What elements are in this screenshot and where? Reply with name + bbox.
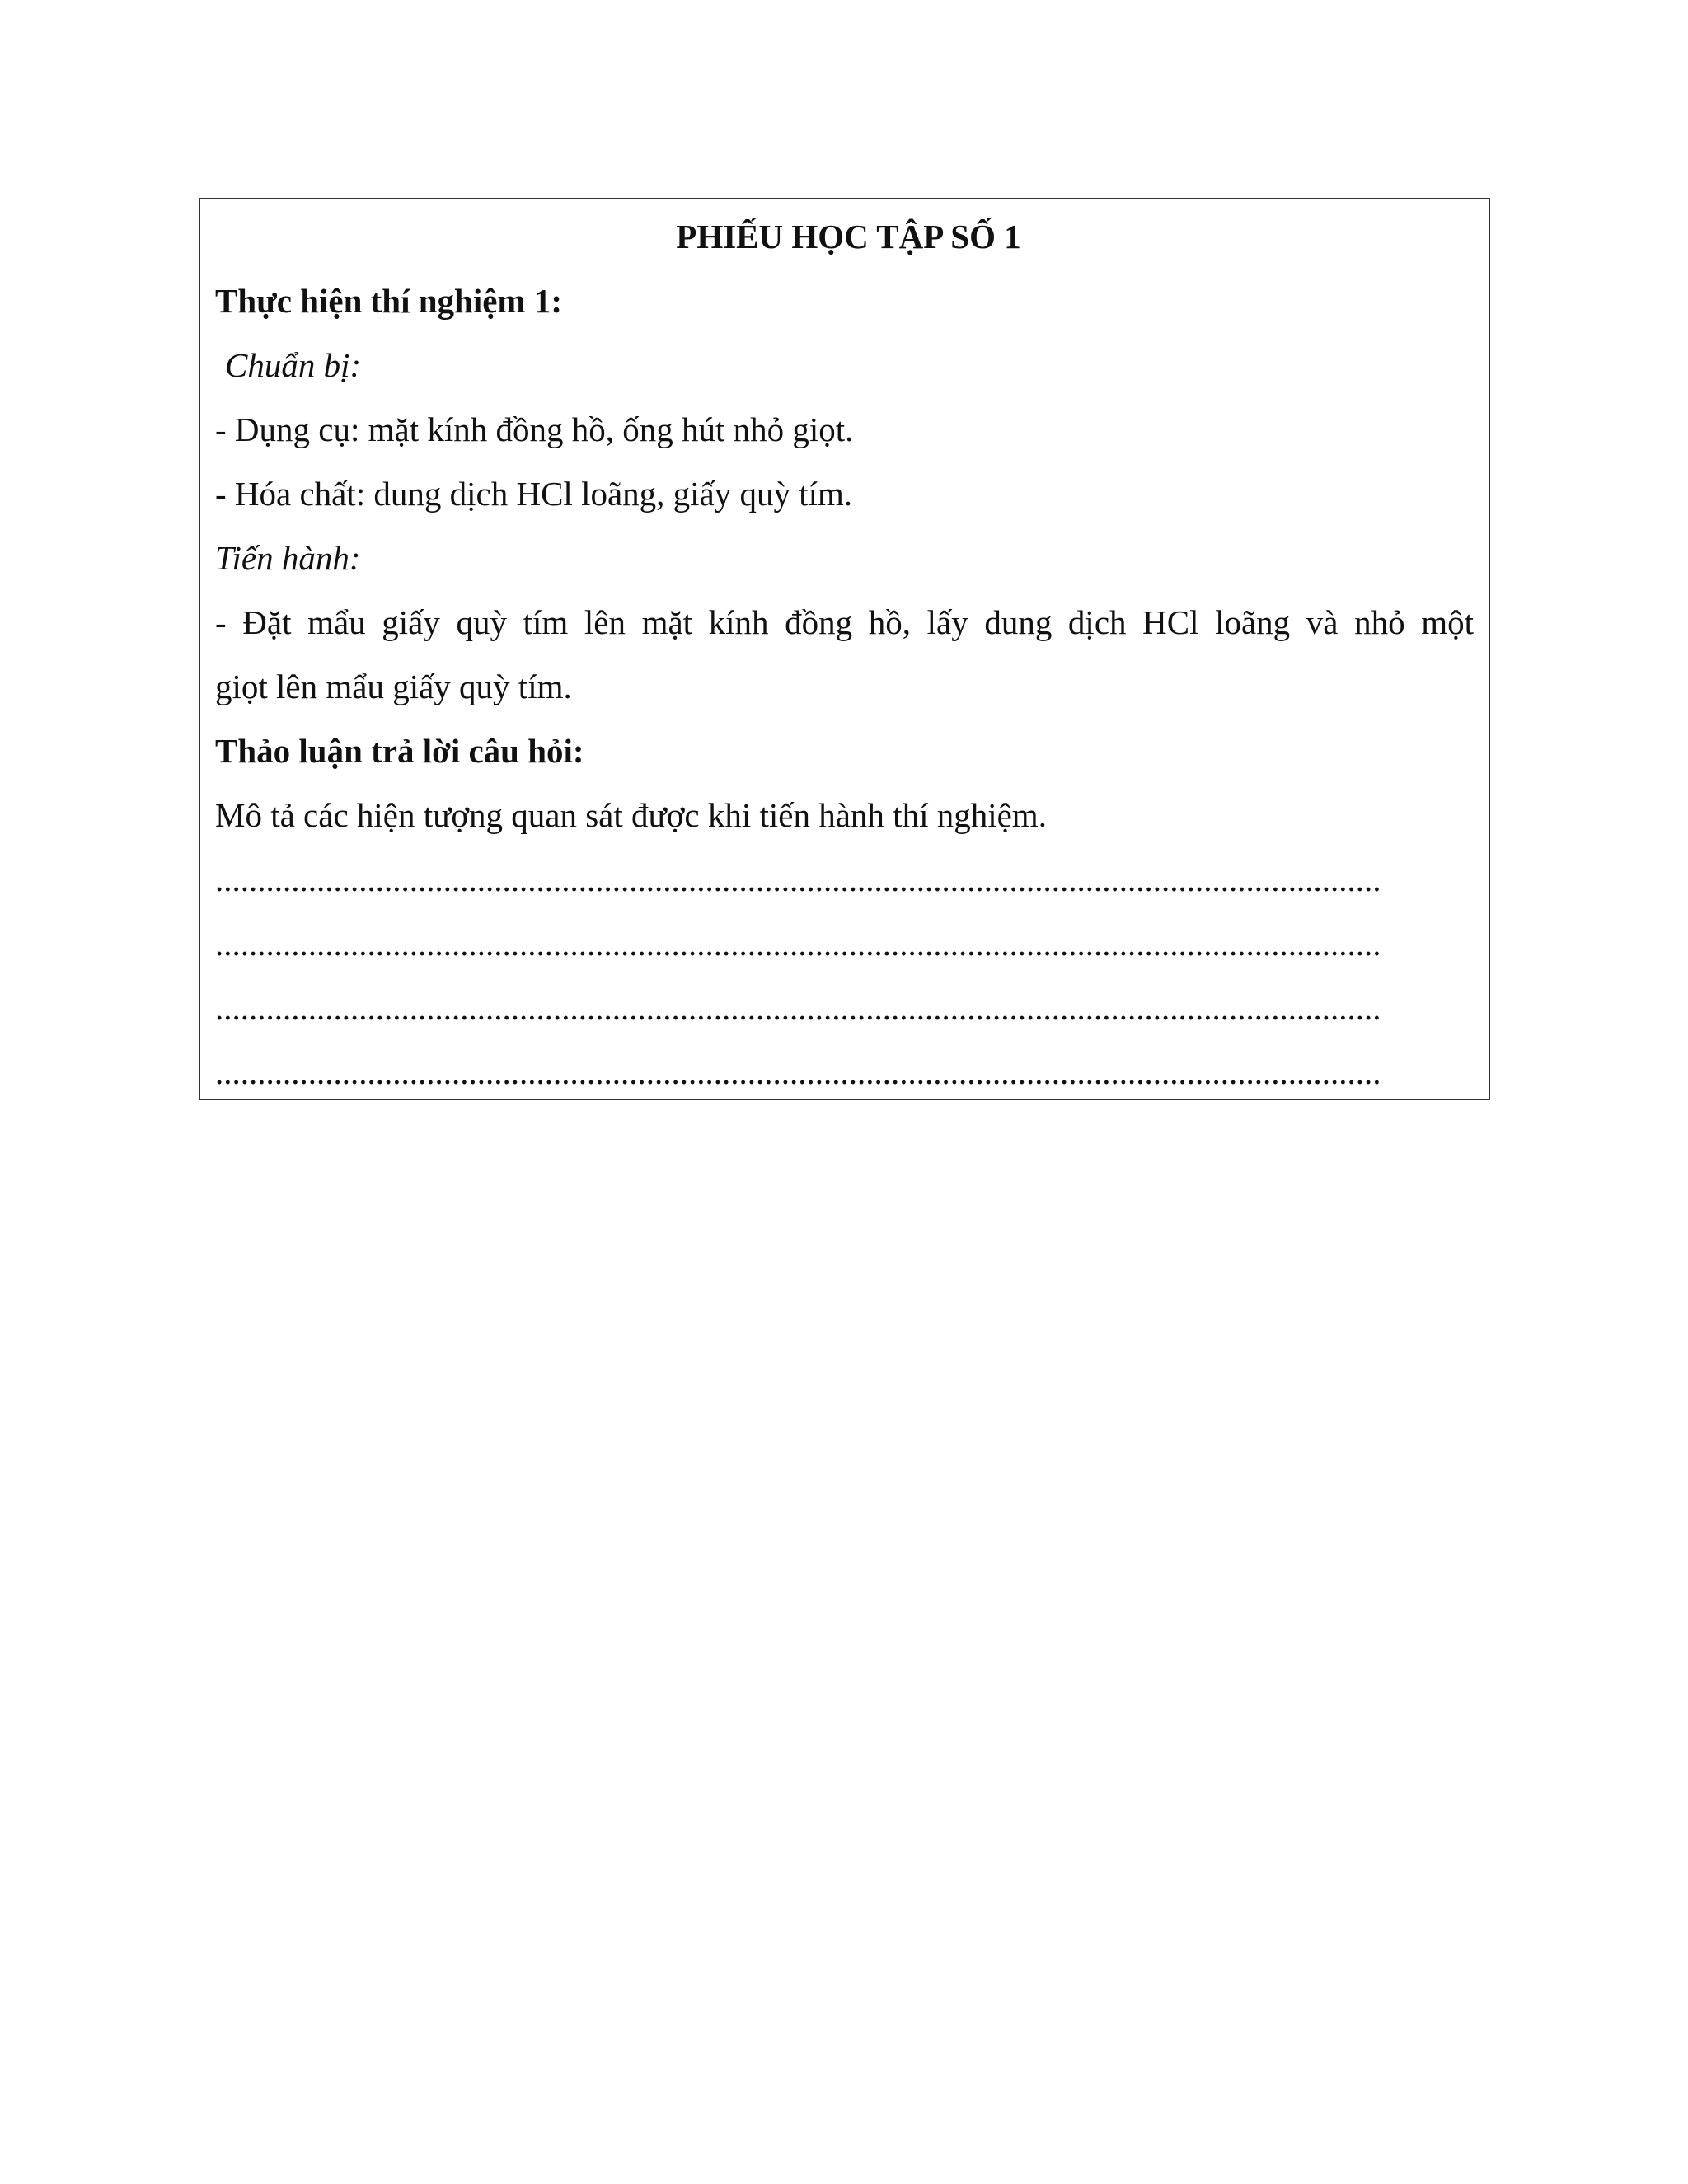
tools-line: - Dụng cụ: mặt kính đồng hồ, ống hút nhỏ giọt. bbox=[215, 410, 854, 448]
procedure-label: Tiến hành: bbox=[215, 539, 361, 577]
worksheet-box bbox=[199, 198, 1490, 1100]
prepare-label: Chuẩn bị: bbox=[225, 346, 362, 384]
worksheet-title: PHIẾU HỌC TẬP SỐ 1 bbox=[676, 218, 1021, 255]
chemicals-line: - Hóa chất: dung dịch HCl loãng, giấy quỳ tím. bbox=[215, 475, 853, 513]
answer-line[interactable]: .......................................................................................................................................... bbox=[215, 860, 1381, 898]
discussion-heading: Thảo luận trả lời câu hỏi: bbox=[215, 732, 584, 770]
procedure-line-2: giọt lên mẩu giấy quỳ tím. bbox=[215, 668, 572, 705]
procedure-line-1: - Đặt mẩu giấy quỳ tím lên mặt kính đồng hồ, lấy dung dịch HCl loãng và nhỏ một bbox=[215, 603, 1474, 641]
answer-line[interactable]: .......................................................................................................................................... bbox=[215, 925, 1381, 963]
answer-line[interactable]: .......................................................................................................................................... bbox=[215, 1053, 1381, 1091]
answer-line[interactable]: .......................................................................................................................................... bbox=[215, 989, 1381, 1027]
question-text: Mô tả các hiện tượng quan sát được khi tiến hành thí nghiệm. bbox=[215, 796, 1047, 834]
experiment-heading: Thực hiện thí nghiệm 1: bbox=[215, 282, 562, 320]
